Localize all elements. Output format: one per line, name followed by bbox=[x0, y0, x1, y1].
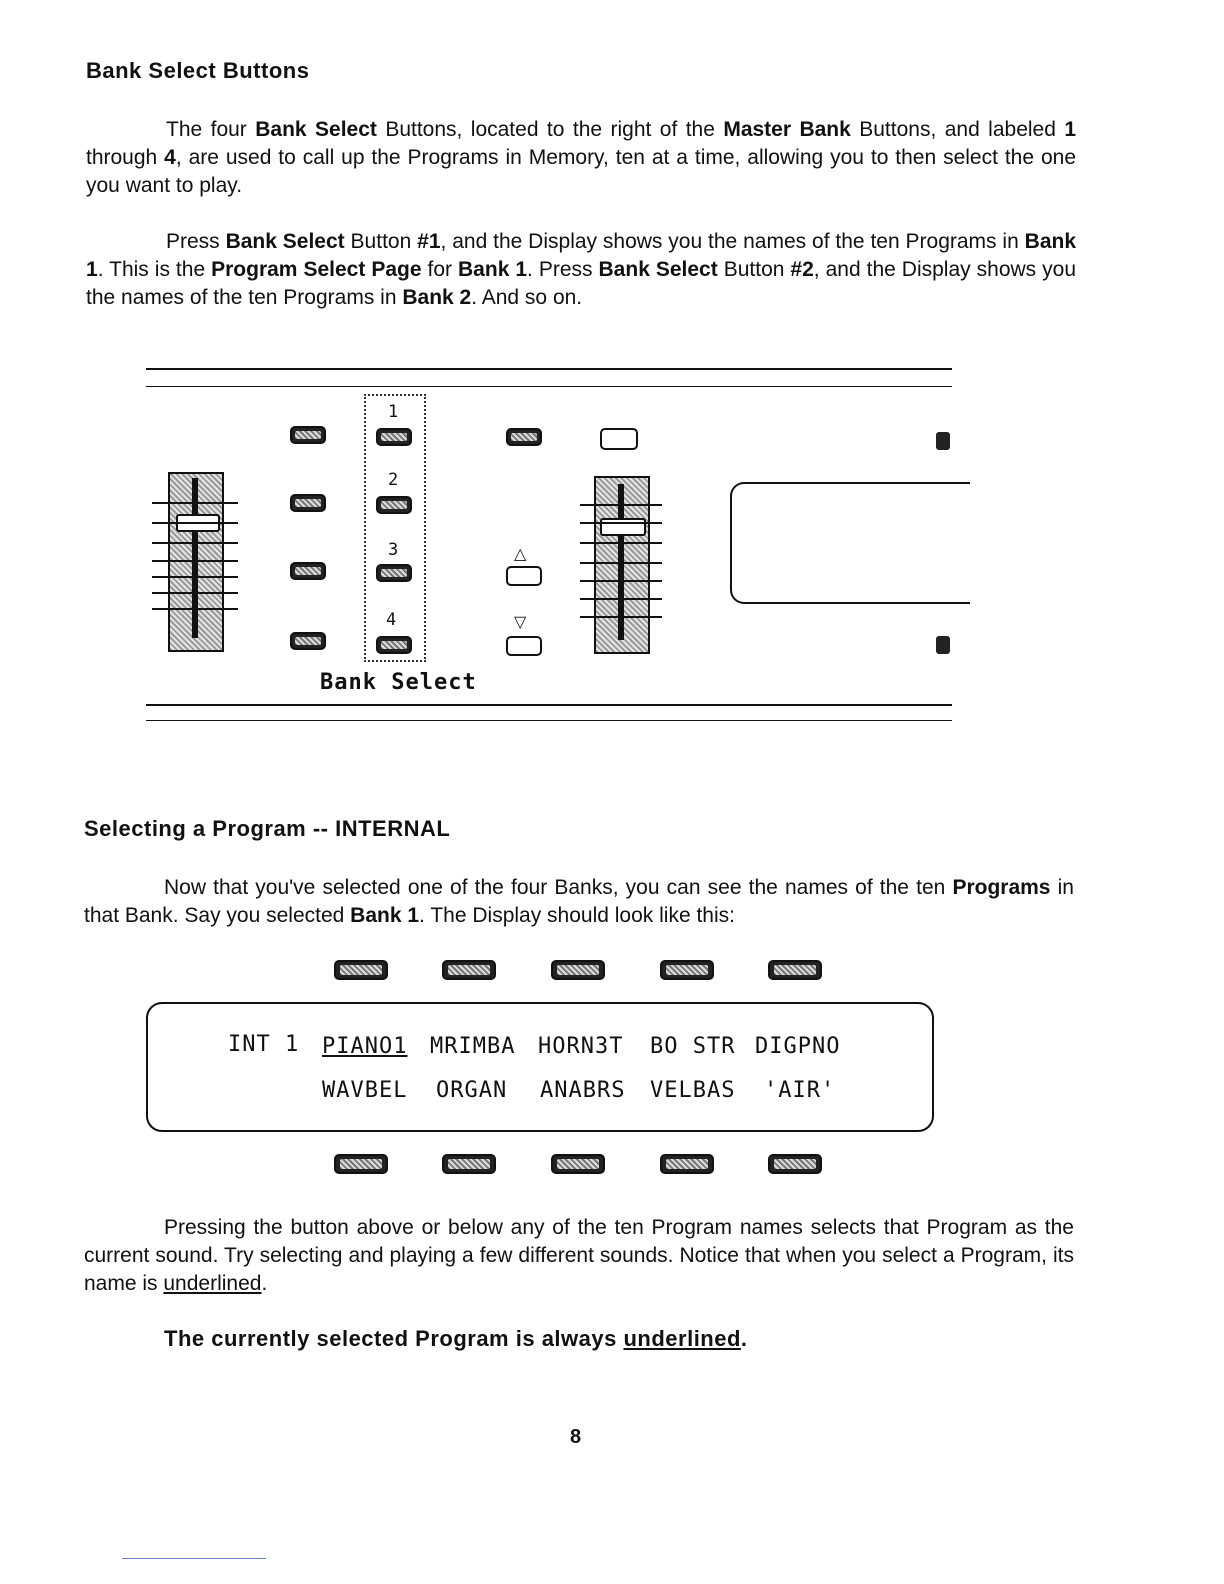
bank-number-label: 4 bbox=[386, 610, 397, 630]
display-program-name[interactable]: PIANO1 bbox=[322, 1034, 408, 1059]
front-panel-diagram bbox=[0, 0, 1224, 740]
section-heading-selecting-program: Selecting a Program -- INTERNAL bbox=[84, 816, 451, 841]
slider-tick bbox=[580, 504, 662, 506]
footer-rule bbox=[122, 1558, 266, 1559]
display-program-name[interactable]: DIGPNO bbox=[755, 1034, 841, 1059]
program-select-button-top-5[interactable] bbox=[768, 960, 822, 980]
slider-tick bbox=[580, 562, 662, 564]
paragraph-bank-select-intro: The four Bank Select Buttons, located to the right of the Master Bank Buttons, and labeled 1 through 4, are used to call up the Programs in Memory, ten at a time, allowing you to then select the one you want to play. bbox=[86, 118, 1077, 197]
slider-tick bbox=[152, 576, 238, 578]
slider-tick bbox=[580, 616, 662, 618]
section-heading-bank-select: Bank Select Buttons bbox=[86, 58, 310, 83]
display-program-name[interactable]: MRIMBA bbox=[430, 1034, 516, 1059]
bank-number-label: 1 bbox=[388, 402, 399, 422]
master-bank-button[interactable] bbox=[290, 494, 326, 512]
display-bank-label: INT 1 bbox=[228, 1032, 300, 1057]
function-button-outline[interactable] bbox=[600, 428, 638, 450]
bank-select-button-2[interactable] bbox=[376, 496, 412, 514]
display-program-name[interactable]: 'AIR' bbox=[764, 1078, 836, 1103]
slider-tick bbox=[152, 608, 238, 610]
display-program-name[interactable]: HORN3T bbox=[538, 1034, 624, 1059]
program-select-button-top-1[interactable] bbox=[334, 960, 388, 980]
slider-tick bbox=[580, 598, 662, 600]
panel-top-edge bbox=[146, 368, 952, 370]
bank-select-button-1[interactable] bbox=[376, 428, 412, 446]
selected-program-note: The currently selected Program is always underlined. bbox=[164, 1326, 748, 1351]
decrement-button[interactable] bbox=[506, 636, 542, 656]
master-bank-button[interactable] bbox=[290, 632, 326, 650]
slider-tick bbox=[152, 542, 238, 544]
program-select-button-bottom-4[interactable] bbox=[660, 1154, 714, 1174]
bank-select-caption: Bank Select bbox=[320, 670, 477, 695]
program-select-button-top-4[interactable] bbox=[660, 960, 714, 980]
bank-number-label: 2 bbox=[388, 470, 399, 490]
increment-button[interactable] bbox=[506, 566, 542, 586]
slider-tick bbox=[152, 522, 238, 524]
bank-number-label: 3 bbox=[388, 540, 399, 560]
master-bank-button[interactable] bbox=[290, 562, 326, 580]
program-select-button-bottom-5[interactable] bbox=[768, 1154, 822, 1174]
program-select-button-bottom-1[interactable] bbox=[334, 1154, 388, 1174]
page-number: 8 bbox=[570, 1426, 582, 1448]
panel-bottom-edge-inner bbox=[146, 720, 952, 721]
up-arrow-icon: △ bbox=[514, 546, 527, 563]
display-program-name[interactable]: ANABRS bbox=[540, 1078, 626, 1103]
slider-tick bbox=[152, 560, 238, 562]
display-program-name[interactable]: VELBAS bbox=[650, 1078, 736, 1103]
program-select-button-top-2[interactable] bbox=[442, 960, 496, 980]
paragraph-selecting-program: Pressing the button above or below any of the ten Program names selects that Program as the current sound. Try selecting and playing a few different sounds. Notice that when you select a Program, its name is underlined. bbox=[84, 1216, 1074, 1295]
display-program-name[interactable]: WAVBEL bbox=[322, 1078, 408, 1103]
display-program-name[interactable]: ORGAN bbox=[436, 1078, 508, 1103]
panel-bottom-edge bbox=[146, 704, 952, 706]
slider-tick bbox=[580, 522, 662, 524]
display-window-edge bbox=[730, 482, 970, 604]
program-select-button-bottom-2[interactable] bbox=[442, 1154, 496, 1174]
down-arrow-icon: ▽ bbox=[514, 614, 527, 631]
slider-tick bbox=[152, 502, 238, 504]
paragraph-bank-select-usage: Press Bank Select Button #1, and the Display shows you the names of the ten Programs in Bank 1. This is the Program Select Page for Bank 1. Press Bank Select Button #2, and the Display shows you the names of the ten Programs in Bank 2. And so on. bbox=[86, 230, 1077, 309]
function-button[interactable] bbox=[506, 428, 542, 446]
slider-tick bbox=[580, 580, 662, 582]
slider-tick bbox=[580, 542, 662, 544]
bank-select-button-4[interactable] bbox=[376, 636, 412, 654]
master-bank-button[interactable] bbox=[290, 426, 326, 444]
bank-select-button-3[interactable] bbox=[376, 564, 412, 582]
slider-tick bbox=[152, 592, 238, 594]
program-select-button-bottom-3[interactable] bbox=[551, 1154, 605, 1174]
display-program-name[interactable]: BO STR bbox=[650, 1034, 736, 1059]
lcd-display bbox=[146, 1002, 934, 1132]
program-select-button-top-3[interactable] bbox=[551, 960, 605, 980]
display-button-edge[interactable] bbox=[936, 432, 950, 450]
paragraph-program-names-intro: Now that you've selected one of the four Banks, you can see the names of the ten Programs in that Bank. Say you selected Bank 1. The Display should look like this: bbox=[84, 876, 1074, 927]
slider-cap[interactable] bbox=[600, 518, 646, 536]
display-button-edge[interactable] bbox=[936, 636, 950, 654]
panel-top-edge-inner bbox=[146, 386, 952, 387]
